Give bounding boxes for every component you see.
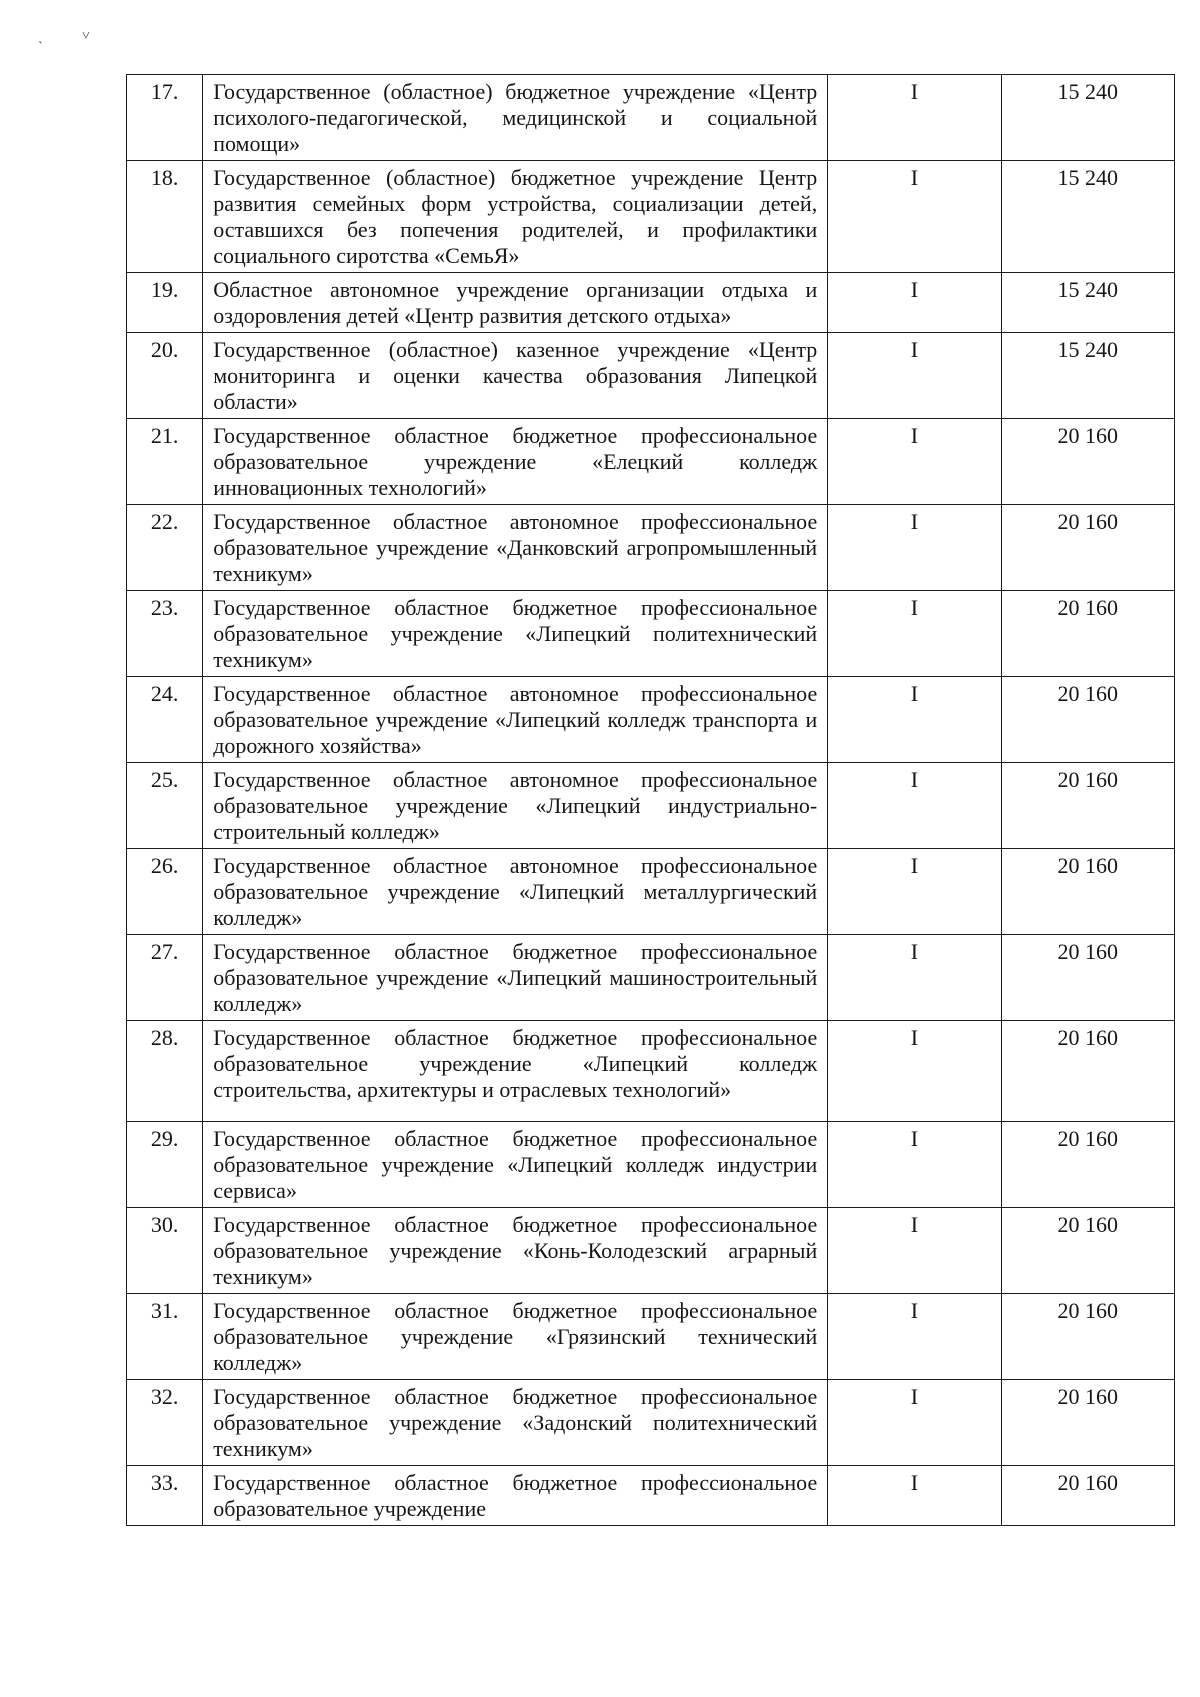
amount: 20 160 — [1001, 1294, 1174, 1380]
amount: 15 240 — [1001, 161, 1174, 273]
institution-name: Областное автономное учреждение организации отдыха и оздоровления детей «Центр развития детского отдыха» — [203, 273, 828, 333]
institution-name: Государственное областное бюджетное профессиональное образовательное учреждение — [203, 1466, 828, 1526]
category: I — [828, 849, 1001, 935]
category: I — [828, 1466, 1001, 1526]
institution-name: Государственное областное автономное профессиональное образовательное учреждение «Липецкий индустриально-строительный колледж» — [203, 763, 828, 849]
category: I — [828, 763, 1001, 849]
row-number: 30. — [127, 1208, 203, 1294]
row-number: 21. — [127, 419, 203, 505]
category: I — [828, 75, 1001, 161]
category: I — [828, 1208, 1001, 1294]
amount: 20 160 — [1001, 1466, 1174, 1526]
row-number: 20. — [127, 333, 203, 419]
table-row — [127, 677, 1175, 763]
table-row — [127, 333, 1175, 419]
row-number: 19. — [127, 273, 203, 333]
institution-name: Государственное областное бюджетное профессиональное образовательное учреждение «Задонский политехнический техникум» — [203, 1380, 828, 1466]
table-row — [127, 161, 1175, 273]
institution-name: Государственное областное автономное профессиональное образовательное учреждение «Липецкий металлургический колледж» — [203, 849, 828, 935]
row-number: 18. — [127, 161, 203, 273]
table-body — [127, 75, 1175, 1526]
table-row — [127, 1294, 1175, 1380]
category: I — [828, 1294, 1001, 1380]
category: I — [828, 161, 1001, 273]
amount: 20 160 — [1001, 591, 1174, 677]
category: I — [828, 505, 1001, 591]
table-row — [127, 1466, 1175, 1526]
institution-name: Государственное областное бюджетное профессиональное образовательное учреждение «Липецкий машиностроительный колледж» — [203, 935, 828, 1021]
table-row — [127, 935, 1175, 1021]
table-row — [127, 505, 1175, 591]
table-row — [127, 1208, 1175, 1294]
table-row — [127, 75, 1175, 161]
institution-name: Государственное областное бюджетное профессиональное образовательное учреждение «Конь-Колодезский аграрный техникум» — [203, 1208, 828, 1294]
amount: 15 240 — [1001, 273, 1174, 333]
amount: 20 160 — [1001, 763, 1174, 849]
institution-name: Государственное областное бюджетное профессиональное образовательное учреждение «Липецкий колледж строительства, архитектуры и отраслевых технологий» — [203, 1021, 828, 1122]
row-number: 28. — [127, 1021, 203, 1122]
amount: 20 160 — [1001, 1122, 1174, 1208]
row-number: 33. — [127, 1466, 203, 1526]
scan-speck: ˅ — [82, 29, 90, 44]
category: I — [828, 419, 1001, 505]
row-number: 25. — [127, 763, 203, 849]
row-number: 17. — [127, 75, 203, 161]
category: I — [828, 273, 1001, 333]
table-row — [127, 1380, 1175, 1466]
row-number: 23. — [127, 591, 203, 677]
table-row — [127, 273, 1175, 333]
category: I — [828, 333, 1001, 419]
category: I — [828, 1021, 1001, 1122]
row-number: 24. — [127, 677, 203, 763]
row-number: 32. — [127, 1380, 203, 1466]
category: I — [828, 1122, 1001, 1208]
table-row — [127, 849, 1175, 935]
amount: 20 160 — [1001, 935, 1174, 1021]
row-number: 22. — [127, 505, 203, 591]
institution-name: Государственное (областное) бюджетное учреждение «Центр психолого-педагогической, медицинской и социальной помощи» — [203, 75, 828, 161]
institution-name: Государственное областное автономное профессиональное образовательное учреждение «Данковский агропромышленный техникум» — [203, 505, 828, 591]
amount: 20 160 — [1001, 505, 1174, 591]
row-number: 31. — [127, 1294, 203, 1380]
amount: 15 240 — [1001, 75, 1174, 161]
table-row — [127, 591, 1175, 677]
category: I — [828, 677, 1001, 763]
category: I — [828, 591, 1001, 677]
amount: 20 160 — [1001, 677, 1174, 763]
amount: 15 240 — [1001, 333, 1174, 419]
institution-name: Государственное областное бюджетное профессиональное образовательное учреждение «Липецкий колледж индустрии сервиса» — [203, 1122, 828, 1208]
institution-name: Государственное областное бюджетное профессиональное образовательное учреждение «Грязинский технический колледж» — [203, 1294, 828, 1380]
institution-name: Государственное областное бюджетное профессиональное образовательное учреждение «Елецкий колледж инновационных технологий» — [203, 419, 828, 505]
row-number: 26. — [127, 849, 203, 935]
institution-name: Государственное (областное) бюджетное учреждение Центр развития семейных форм устройства, социализации детей, оставшихся без попечения родителей, и профилактики социального сиротства «СемьЯ» — [203, 161, 828, 273]
institution-name: Государственное областное автономное профессиональное образовательное учреждение «Липецкий колледж транспорта и дорожного хозяйства» — [203, 677, 828, 763]
amount: 20 160 — [1001, 419, 1174, 505]
row-number: 29. — [127, 1122, 203, 1208]
institution-name: Государственное (областное) казенное учреждение «Центр мониторинга и оценки качества образования Липецкой области» — [203, 333, 828, 419]
table-row — [127, 763, 1175, 849]
category: I — [828, 935, 1001, 1021]
amount: 20 160 — [1001, 849, 1174, 935]
category: I — [828, 1380, 1001, 1466]
amount: 20 160 — [1001, 1380, 1174, 1466]
table-row — [127, 419, 1175, 505]
institution-name: Государственное областное бюджетное профессиональное образовательное учреждение «Липецкий политехнический техникум» — [203, 591, 828, 677]
row-number: 27. — [127, 935, 203, 1021]
amount: 20 160 — [1001, 1021, 1174, 1122]
institutions-table — [126, 74, 1175, 1526]
scan-speck: ˴ — [38, 34, 43, 49]
table-row — [127, 1021, 1175, 1122]
table-row — [127, 1122, 1175, 1208]
amount: 20 160 — [1001, 1208, 1174, 1294]
